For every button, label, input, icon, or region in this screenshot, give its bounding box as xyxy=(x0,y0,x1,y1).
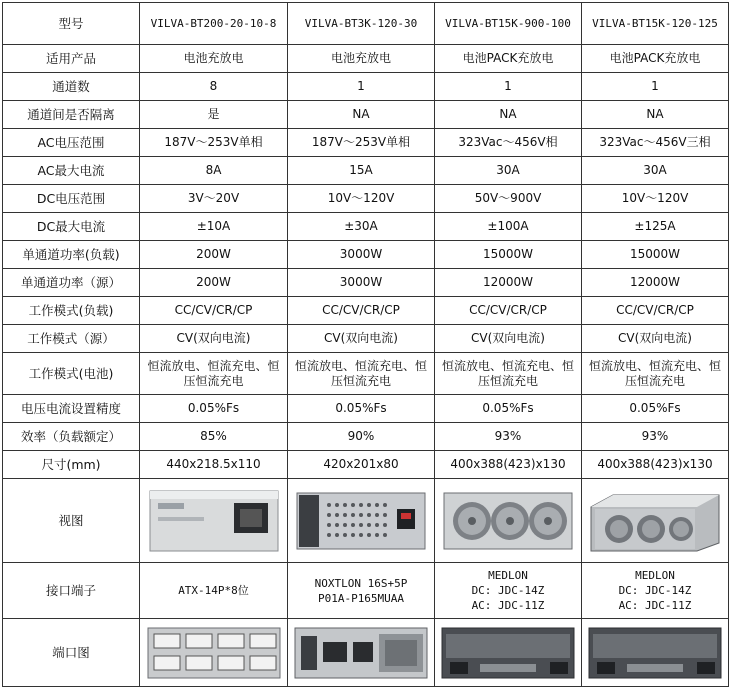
row-value: 0.05%Fs xyxy=(582,395,729,423)
row-value: 恒流放电、恒流充电、恒压恒流充电 xyxy=(435,353,582,395)
row-label: 工作模式（源） xyxy=(3,325,140,353)
row-value: 93% xyxy=(582,423,729,451)
table-row xyxy=(3,269,729,297)
row-value: ±100A xyxy=(435,213,582,241)
table-row xyxy=(3,185,729,213)
table-row xyxy=(3,353,729,395)
row-value: 10V～120V xyxy=(582,185,729,213)
row-value: CV(双向电流) xyxy=(288,325,435,353)
row-value: 电池PACK充放电 xyxy=(582,45,729,73)
model-2: VILVA-BT15K-900-100 xyxy=(435,3,582,45)
model-3: VILVA-BT15K-120-125 xyxy=(582,3,729,45)
row-value: 8A xyxy=(140,157,288,185)
row-value: CC/CV/CR/CP xyxy=(435,297,582,325)
chassis-front-image xyxy=(148,487,280,555)
row-value: 恒流放电、恒流充电、恒压恒流充电 xyxy=(288,353,435,395)
row-value: 187V～253V单相 xyxy=(288,129,435,157)
row-value: 323Vac～456V相 xyxy=(435,129,582,157)
row-value: CC/CV/CR/CP xyxy=(288,297,435,325)
row-value: NA xyxy=(582,101,729,129)
row-value: 15000W xyxy=(435,241,582,269)
row-value: 400x388(423)x130 xyxy=(435,451,582,479)
table-row xyxy=(3,451,729,479)
row-value: 323Vac～456V三相 xyxy=(582,129,729,157)
row-value: 电池PACK充放电 xyxy=(435,45,582,73)
table-row xyxy=(3,157,729,185)
row-value: 440x218.5x110 xyxy=(140,451,288,479)
table-row xyxy=(3,241,729,269)
row-value: NA xyxy=(435,101,582,129)
row-label: 效率（负载额定） xyxy=(3,423,140,451)
chassis-front-image xyxy=(295,487,427,555)
row-label: 视图 xyxy=(3,479,140,563)
row-value: CC/CV/CR/CP xyxy=(140,297,288,325)
table-row xyxy=(3,129,729,157)
interface-line: P01A-P165MUAA xyxy=(317,591,405,605)
row-value: 12000W xyxy=(582,269,729,297)
row-value: CV(双向电流) xyxy=(582,325,729,353)
row-label: AC电压范围 xyxy=(3,129,140,157)
row-value: CC/CV/CR/CP xyxy=(582,297,729,325)
row-value: 85% xyxy=(140,423,288,451)
row-value: CV(双向电流) xyxy=(140,325,288,353)
table-row xyxy=(3,423,729,451)
row-label: 通道数 xyxy=(3,73,140,101)
table-row xyxy=(3,325,729,353)
row-value: 1 xyxy=(435,73,582,101)
row-value: 15000W xyxy=(582,241,729,269)
row-value: 200W xyxy=(140,269,288,297)
port-view-2 xyxy=(435,619,582,687)
row-label: 单通道功率(负载) xyxy=(3,241,140,269)
product-view-0 xyxy=(140,479,288,563)
row-value: 0.05%Fs xyxy=(140,395,288,423)
product-view-3 xyxy=(582,479,729,563)
interface-value-2 xyxy=(435,563,582,619)
row-value: 3V～20V xyxy=(140,185,288,213)
interface-value-1 xyxy=(288,563,435,619)
interface-line: MEDLON xyxy=(635,569,675,582)
row-label: DC电压范围 xyxy=(3,185,140,213)
view-row xyxy=(3,479,729,563)
model-1: VILVA-BT3K-120-30 xyxy=(288,3,435,45)
row-value: 3000W xyxy=(288,269,435,297)
row-value: CV(双向电流) xyxy=(435,325,582,353)
row-label: 工作模式(电池) xyxy=(3,353,140,395)
port-view-3 xyxy=(582,619,729,687)
chassis-rear-image xyxy=(146,624,282,682)
row-value: 420x201x80 xyxy=(288,451,435,479)
row-value: ±10A xyxy=(140,213,288,241)
row-label: 接口端子 xyxy=(3,563,140,619)
interface-line: AC: JDC-11Z xyxy=(618,599,692,612)
row-value: 12000W xyxy=(435,269,582,297)
row-label: 电压电流设置精度 xyxy=(3,395,140,423)
row-value: 8 xyxy=(140,73,288,101)
row-value: 恒流放电、恒流充电、恒压恒流充电 xyxy=(140,353,288,395)
table-row xyxy=(3,45,729,73)
row-label: 适用产品 xyxy=(3,45,140,73)
interface-value-3 xyxy=(582,563,729,619)
row-value: 187V～253V单相 xyxy=(140,129,288,157)
row-label: DC最大电流 xyxy=(3,213,140,241)
row-value: 30A xyxy=(582,157,729,185)
spec-table xyxy=(2,2,729,687)
row-label: AC最大电流 xyxy=(3,157,140,185)
row-label: 单通道功率（源） xyxy=(3,269,140,297)
table-row xyxy=(3,213,729,241)
table-row xyxy=(3,395,729,423)
interface-value-0 xyxy=(140,563,288,619)
port-row xyxy=(3,619,729,687)
row-value: 电池充放电 xyxy=(140,45,288,73)
chassis-rear-image xyxy=(440,624,576,682)
row-value: ±125A xyxy=(582,213,729,241)
row-value: NA xyxy=(288,101,435,129)
row-value: ±30A xyxy=(288,213,435,241)
table-row xyxy=(3,73,729,101)
row-value: 15A xyxy=(288,157,435,185)
port-view-0 xyxy=(140,619,288,687)
row-value: 90% xyxy=(288,423,435,451)
header-label: 型号 xyxy=(3,3,140,45)
chassis-rear-image xyxy=(587,624,723,682)
row-value: 1 xyxy=(582,73,729,101)
product-view-1 xyxy=(288,479,435,563)
row-label: 尺寸(mm) xyxy=(3,451,140,479)
row-value: 30A xyxy=(435,157,582,185)
interface-line: ATX-14P*8位 xyxy=(178,584,249,597)
row-value: 10V～120V xyxy=(288,185,435,213)
row-value: 是 xyxy=(140,101,288,129)
chassis-front-image xyxy=(442,487,574,555)
header-row xyxy=(3,3,729,45)
row-value: 50V～900V xyxy=(435,185,582,213)
row-value: 0.05%Fs xyxy=(435,395,582,423)
port-view-1 xyxy=(288,619,435,687)
row-label: 通道间是否隔离 xyxy=(3,101,140,129)
row-value: 0.05%Fs xyxy=(288,395,435,423)
row-label: 端口图 xyxy=(3,619,140,687)
row-label: 工作模式(负载) xyxy=(3,297,140,325)
interface-row xyxy=(3,563,729,619)
row-value: 3000W xyxy=(288,241,435,269)
interface-line: DC: JDC-14Z xyxy=(471,584,545,597)
table-row xyxy=(3,101,729,129)
row-value: 电池充放电 xyxy=(288,45,435,73)
row-value: 恒流放电、恒流充电、恒压恒流充电 xyxy=(582,353,729,395)
row-value: 1 xyxy=(288,73,435,101)
interface-line: NOXTLON 16S+5P xyxy=(314,576,408,590)
chassis-front-image xyxy=(589,487,721,555)
interface-line: DC: JDC-14Z xyxy=(618,584,692,597)
row-value: 93% xyxy=(435,423,582,451)
model-0: VILVA-BT200-20-10-8 xyxy=(140,3,288,45)
table-row xyxy=(3,297,729,325)
row-value: 200W xyxy=(140,241,288,269)
interface-line: AC: JDC-11Z xyxy=(471,599,545,612)
chassis-rear-image xyxy=(293,624,429,682)
product-view-2 xyxy=(435,479,582,563)
interface-line: MEDLON xyxy=(488,569,528,582)
row-value: 400x388(423)x130 xyxy=(582,451,729,479)
